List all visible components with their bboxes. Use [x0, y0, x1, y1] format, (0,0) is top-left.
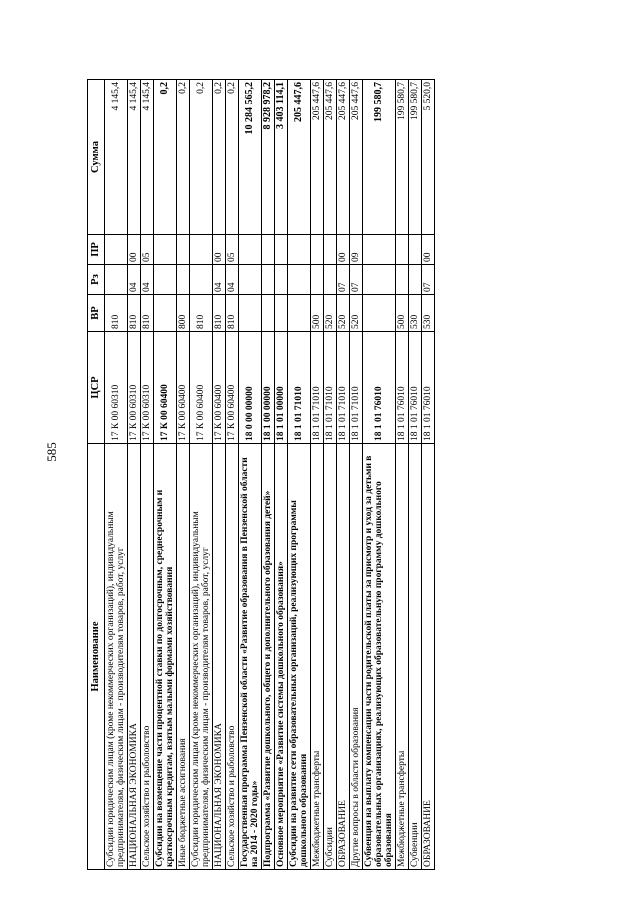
cell-name: ОБРАЗОВАНИЕ: [422, 444, 435, 870]
table-row: [288, 80, 311, 870]
cell-pr: [177, 235, 190, 265]
cell-csr: 18 1 01 76010: [396, 332, 409, 444]
cell-name: Основное мероприятие «Развитие системы дошкольного образования»: [275, 444, 288, 870]
cell-rz: [275, 265, 288, 295]
cell-pr: 05: [226, 235, 239, 265]
cell-csr: 18 1 01 71010: [350, 332, 363, 444]
cell-pr: [409, 235, 422, 265]
cell-sum: 205 447,6: [350, 80, 363, 235]
cell-pr: [154, 235, 177, 265]
cell-rz: 04: [213, 265, 226, 295]
table-row: [409, 80, 422, 870]
table-row: [154, 80, 177, 870]
cell-csr: 17 К 00 60400: [226, 332, 239, 444]
cell-sum: 4 145,4: [141, 80, 154, 235]
cell-rz: [105, 265, 128, 295]
budget-table-container: [87, 80, 435, 870]
cell-vr: 810: [226, 295, 239, 332]
cell-csr: 17 К 00 60400: [190, 332, 213, 444]
cell-rz: 07: [350, 265, 363, 295]
table-header-row: [88, 80, 105, 870]
cell-pr: [239, 235, 262, 265]
cell-csr: 18 0 00 00000: [239, 332, 262, 444]
table-body: [105, 80, 435, 870]
cell-name: Межбюджетные трансферты: [311, 444, 324, 870]
cell-sum: 205 447,6: [324, 80, 337, 235]
cell-name: Субвенции: [409, 444, 422, 870]
cell-vr: 810: [105, 295, 128, 332]
cell-pr: [324, 235, 337, 265]
cell-vr: 500: [396, 295, 409, 332]
cell-name: Субсидии на возмещение части процентной ставки по долгосрочным, среднесрочным и краткосрочным кредитам, взятым малыми формами хозяйствования: [154, 444, 177, 870]
cell-name: Субсидии юридическим лицам (кроме некоммерческих организаций), индивидуальным предпринимателям, физическим лицам - производителям товаров, работ, услуг: [190, 444, 213, 870]
table-row: [239, 80, 262, 870]
table-row: [422, 80, 435, 870]
cell-sum: 4 145,4: [105, 80, 128, 235]
cell-csr: 18 1 01 71010: [324, 332, 337, 444]
table-row: [311, 80, 324, 870]
cell-name: НАЦИОНАЛЬНАЯ ЭКОНОМИКА: [128, 444, 141, 870]
cell-pr: [288, 235, 311, 265]
cell-sum: 0,2: [177, 80, 190, 235]
cell-vr: [239, 295, 262, 332]
cell-pr: [105, 235, 128, 265]
cell-pr: [363, 235, 396, 265]
cell-name: Сельское хозяйство и рыболовство: [141, 444, 154, 870]
table-row: [128, 80, 141, 870]
cell-csr: 17 К 00 60310: [128, 332, 141, 444]
cell-vr: 810: [128, 295, 141, 332]
table-row: [275, 80, 288, 870]
cell-pr: 00: [213, 235, 226, 265]
cell-name: Субсидии: [324, 444, 337, 870]
cell-rz: 04: [226, 265, 239, 295]
cell-sum: 199 580,7: [396, 80, 409, 235]
budget-table: [87, 79, 435, 870]
cell-sum: 199 580,7: [363, 80, 396, 235]
cell-sum: 8 928 978,2: [262, 80, 275, 235]
cell-sum: 205 447,6: [337, 80, 350, 235]
header-csr: ЦСР: [88, 332, 105, 444]
cell-name: Подпрограмма «Развитие дошкольного, общего и дополнительного образования детей»: [262, 444, 275, 870]
cell-vr: 520: [324, 295, 337, 332]
cell-csr: 18 1 01 71010: [311, 332, 324, 444]
cell-pr: [396, 235, 409, 265]
cell-pr: [311, 235, 324, 265]
header-vr: ВР: [88, 295, 105, 332]
cell-sum: 5 520,0: [422, 80, 435, 235]
cell-rz: [239, 265, 262, 295]
cell-name: Иные бюджетные ассигнования: [177, 444, 190, 870]
cell-vr: 810: [190, 295, 213, 332]
cell-vr: 810: [141, 295, 154, 332]
cell-sum: 10 284 565,2: [239, 80, 262, 235]
cell-sum: 0,2: [154, 80, 177, 235]
cell-rz: [288, 265, 311, 295]
cell-vr: 800: [177, 295, 190, 332]
cell-vr: 500: [311, 295, 324, 332]
cell-vr: [275, 295, 288, 332]
cell-rz: 04: [128, 265, 141, 295]
cell-rz: [154, 265, 177, 295]
cell-vr: [288, 295, 311, 332]
cell-rz: [262, 265, 275, 295]
cell-pr: 09: [350, 235, 363, 265]
cell-vr: [154, 295, 177, 332]
cell-csr: 18 1 01 76010: [409, 332, 422, 444]
cell-pr: [262, 235, 275, 265]
header-name: Наименование: [88, 444, 105, 870]
cell-sum: 205 447,6: [288, 80, 311, 235]
cell-sum: 205 447,6: [311, 80, 324, 235]
cell-rz: 04: [141, 265, 154, 295]
cell-pr: 00: [337, 235, 350, 265]
cell-vr: 530: [409, 295, 422, 332]
cell-csr: 18 1 01 76010: [422, 332, 435, 444]
cell-name: Межбюджетные трансферты: [396, 444, 409, 870]
cell-pr: 05: [141, 235, 154, 265]
table-row: [177, 80, 190, 870]
cell-pr: 00: [422, 235, 435, 265]
cell-name: Субсидии юридическим лицам (кроме некоммерческих организаций), индивидуальным предпринимателям, физическим лицам - производителям товаров, работ, услуг: [105, 444, 128, 870]
cell-csr: 17 К 00 60310: [141, 332, 154, 444]
cell-vr: [262, 295, 275, 332]
cell-pr: [275, 235, 288, 265]
cell-name: Субсидии на развитие сети образовательных организаций, реализующих программы дошкольного образования: [288, 444, 311, 870]
cell-rz: 07: [422, 265, 435, 295]
cell-csr: 18 1 01 71010: [288, 332, 311, 444]
cell-vr: [363, 295, 396, 332]
cell-sum: 0,2: [213, 80, 226, 235]
table-row: [141, 80, 154, 870]
page-number: 585: [44, 442, 59, 462]
cell-csr: 18 1 01 71010: [337, 332, 350, 444]
table-row: [396, 80, 409, 870]
cell-rz: [409, 265, 422, 295]
cell-name: ОБРАЗОВАНИЕ: [337, 444, 350, 870]
header-pr: ПР: [88, 235, 105, 265]
header-sum: Сумма: [88, 80, 105, 235]
table-row: [363, 80, 396, 870]
table-row: [226, 80, 239, 870]
cell-name: Субвенция на выплату компенсации части родительской платы за присмотр и уход за детьми в образовательных организациях, реализующих образовательную программу дошкольного образования: [363, 444, 396, 870]
cell-vr: 520: [337, 295, 350, 332]
cell-pr: 00: [128, 235, 141, 265]
cell-csr: 17 К 00 60400: [154, 332, 177, 444]
cell-name: НАЦИОНАЛЬНАЯ ЭКОНОМИКА: [213, 444, 226, 870]
cell-sum: 3 403 114,1: [275, 80, 288, 235]
cell-vr: 810: [213, 295, 226, 332]
cell-csr: 17 К 00 60310: [105, 332, 128, 444]
cell-vr: 530: [422, 295, 435, 332]
cell-csr: 18 1 01 00000: [275, 332, 288, 444]
cell-csr: 17 К 00 60400: [177, 332, 190, 444]
cell-rz: [396, 265, 409, 295]
table-row: [324, 80, 337, 870]
cell-rz: [324, 265, 337, 295]
table-row: [190, 80, 213, 870]
table-row: [213, 80, 226, 870]
cell-name: Государственная программа Пензенской области «Развитие образования в Пензенской области на 2014 - 2020 годы»: [239, 444, 262, 870]
cell-name: Сельское хозяйство и рыболовство: [226, 444, 239, 870]
header-rz: Рз: [88, 265, 105, 295]
cell-csr: 17 К 00 60400: [213, 332, 226, 444]
table-row: [262, 80, 275, 870]
cell-csr: 18 1 00 00000: [262, 332, 275, 444]
table-row: [350, 80, 363, 870]
cell-name: Другие вопросы в области образования: [350, 444, 363, 870]
cell-rz: [311, 265, 324, 295]
cell-pr: [190, 235, 213, 265]
cell-sum: 0,2: [226, 80, 239, 235]
cell-rz: [190, 265, 213, 295]
cell-vr: 520: [350, 295, 363, 332]
cell-rz: [363, 265, 396, 295]
cell-rz: [177, 265, 190, 295]
table-row: [105, 80, 128, 870]
cell-rz: 07: [337, 265, 350, 295]
cell-sum: 4 145,4: [128, 80, 141, 235]
cell-sum: 0,2: [190, 80, 213, 235]
cell-sum: 199 580,7: [409, 80, 422, 235]
table-row: [337, 80, 350, 870]
cell-csr: 18 1 01 76010: [363, 332, 396, 444]
